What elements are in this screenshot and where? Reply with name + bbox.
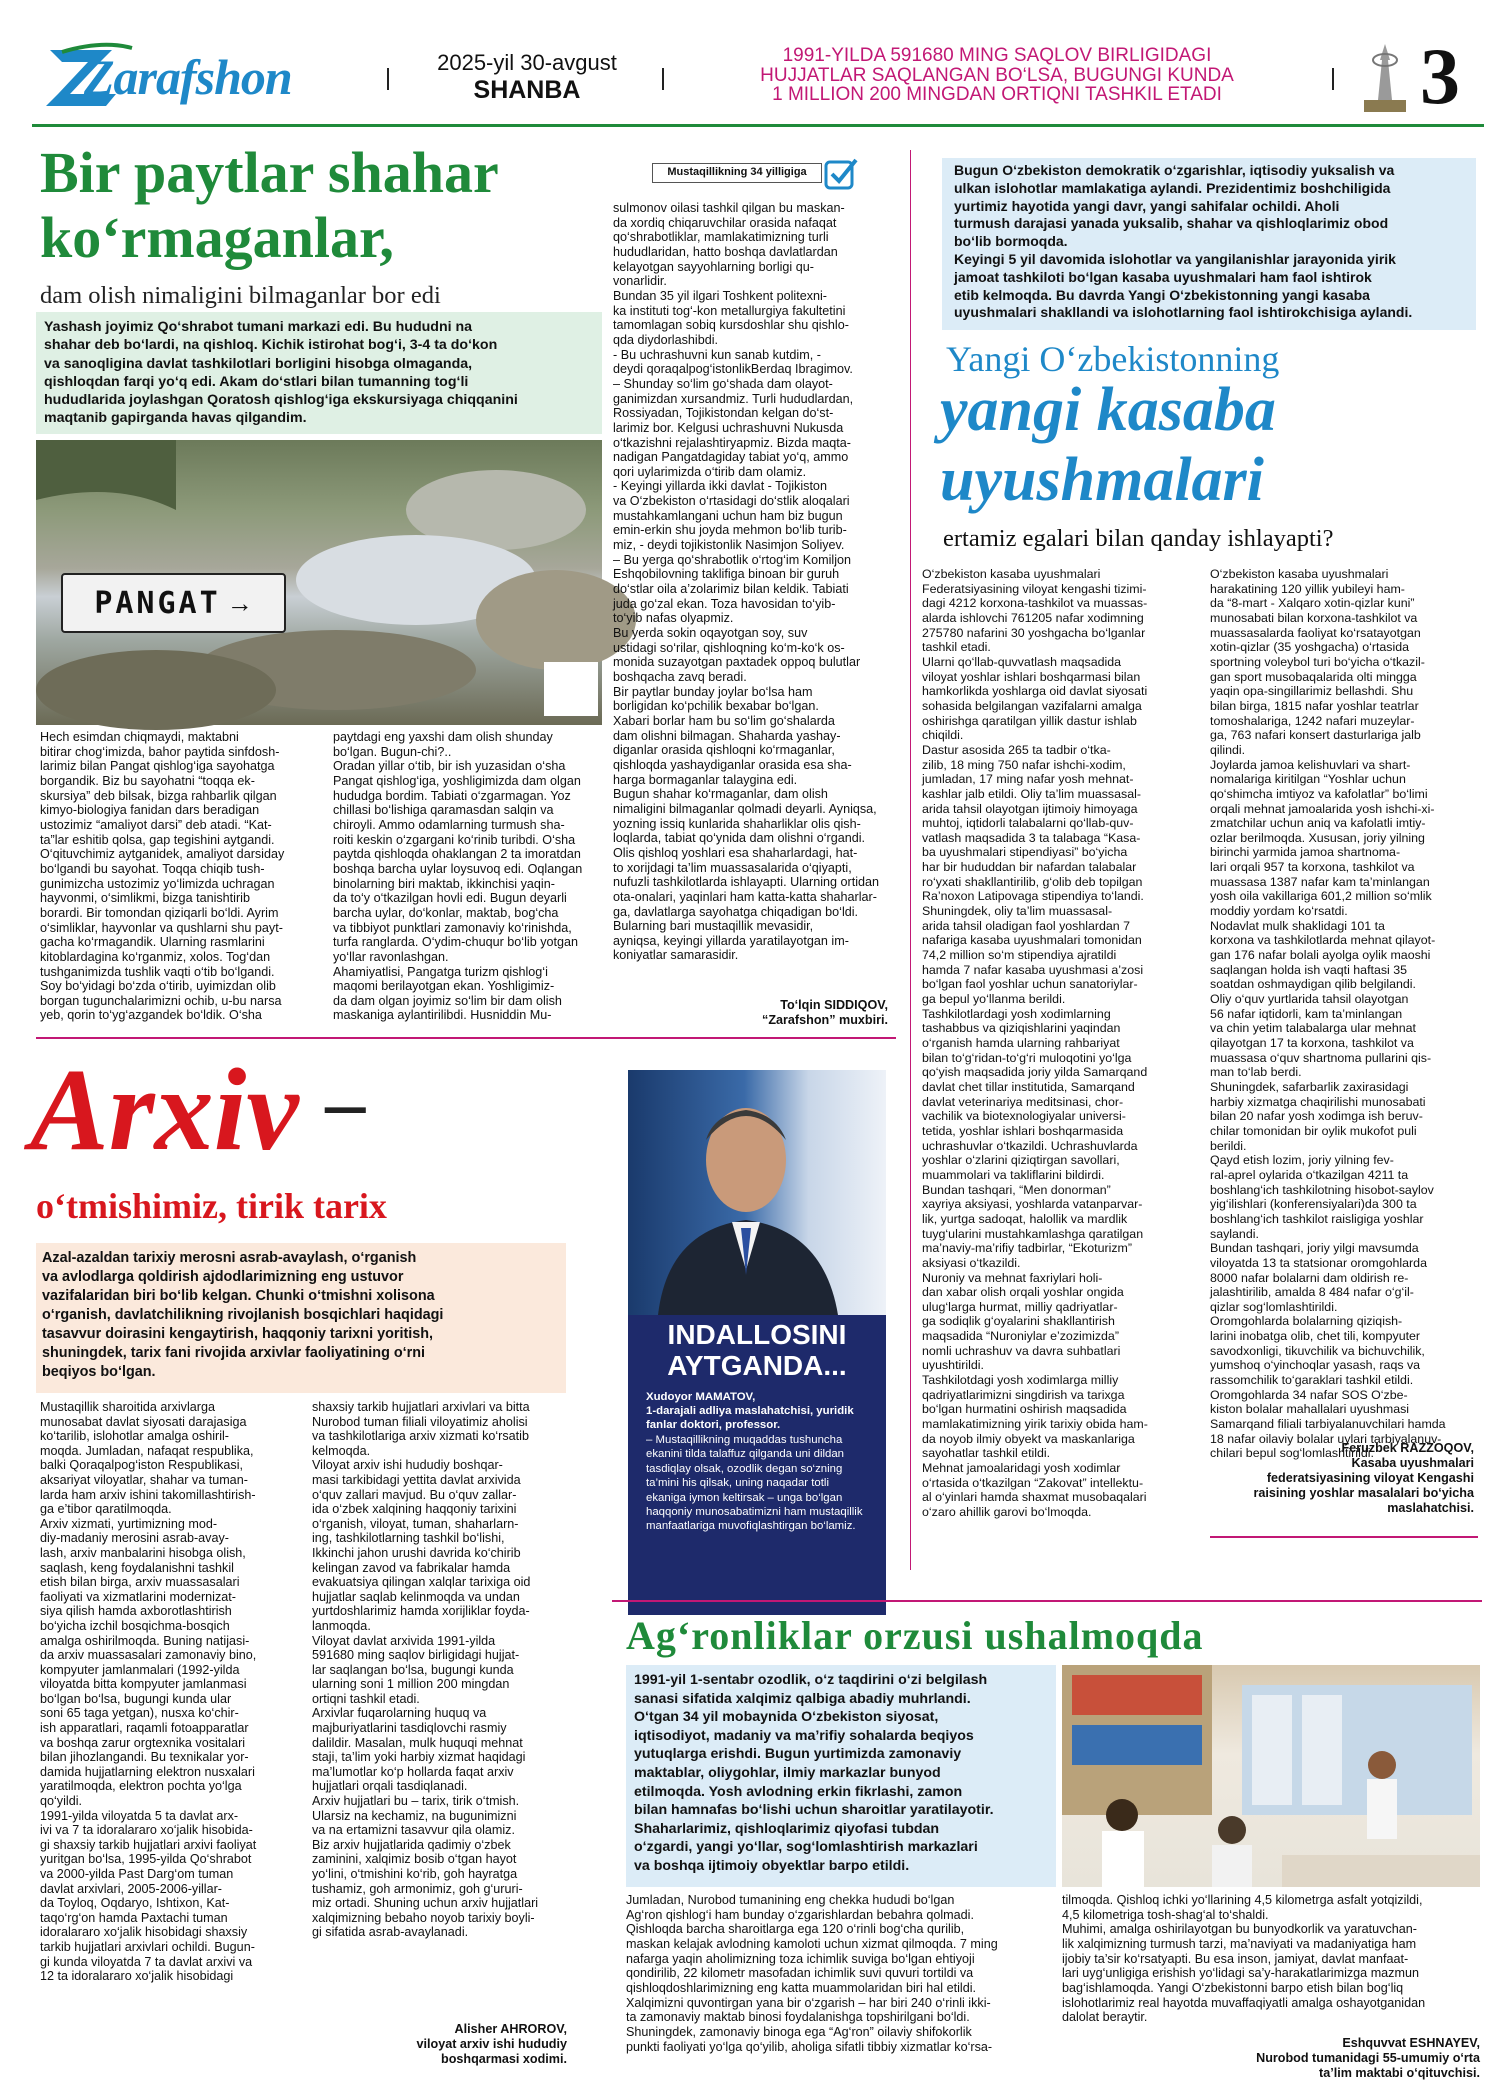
a5-rule: [612, 1600, 1482, 1602]
issue-day: SHANBA: [473, 76, 581, 104]
a1-title: [40, 140, 600, 270]
a1-col2: paytdagi eng yaxshi dam olish shunday bo‘lgan. Bugun-chi?.. Oradan yillar o‘tib, bir ish yuzasidan o‘sha Pangat qishlog‘iga, yoshligimizda dam olgan hududga bordim. Tabiati o‘zgarmagan. Yoz chillasi bo‘lishiga qaramasdan salqin va chiroyli. Ammo odamlarning turmush sha- roiti keskin o‘zgargani ko‘rinib turibdi. O‘sha paytda qishloqda ohaklangan 2 ta imoratdan boshqa barcha uylar loysuvoq edi. Oqlangan binolarning biri maktab, ikkinchisi yaqin- da to‘y o‘tkazilgan hovli edi. Bugun deyarli barcha uylar, do‘konlar, maktab, bog‘cha va tibbiyot punktlari zamonaviy ko‘rinishda, turfa ranglarda. O‘ydim-chuqur bo‘lib yotgan yo‘llar ravonlashgan. Ahamiyatlisi, Pangatga turizm qishlog‘i maqomi berilayotgan ekan. Yoshligimiz- da dam olgan joyimiz so‘lim bir dam olish maskaniga aylantirilibdi. Husniddin Mu-: [333, 730, 583, 1023]
checkmark-icon: [824, 156, 858, 190]
a1-title-line1: Bir paytlar shahar: [40, 140, 499, 205]
a2-author: Feruzbek RAZZOQOV, Kasaba uyushmalari federatsiyasining viloyat Kengashi raisining yoshlar masalalari bo‘yicha maslahatchisi.: [1253, 1441, 1474, 1515]
a5-col2: tilmoqda. Qishloq ichki yo‘llarining 4,5 kilometrga asfalt yotqizildi, 4,5 kilometriga tosh-shag‘al to‘shaldi. Muhimi, amalga oshirilayotgan bu bunyodkorlik va yaratuvchan- lik xalqimizning turmush tarzi, ma’naviyati va madaniyatiga ham ijobiy ta’sir ko‘rsatyapti. Bu esa inson, jamiyat, davlat manfaat- lari uyg‘unligiga erishish yo‘lidagi sa’y-harakatlarimizga mazmun bag‘ishlamoqda. Yangi O‘zbekistonni barpo etish bilan bog‘liq islohotlarimiz real hayotda muvaffaqiyatli amalga oshayotganidan dalolat beraytir.: [1062, 1893, 1426, 2025]
logo: [42, 42, 332, 112]
a1-lead: Yashash joyimiz Qo‘shrabot tumani markazi edi. Bu hududni na shahar deb bo‘lardi, na qishloq. Kichik istirohat bog‘i, 3-4 ta do‘kon va sanoqligina davlat tashkilotlari borligini hisobga olmaganda, qishloqdan farqi yo‘q edi. Akam do‘stlari bilan tumanning tog‘li hududlarida joylashgan Qoratosh qishlog‘iga ekskursiyaga chiqqanini maqtanib gapirganda havas qilgandim.: [36, 312, 602, 434]
page-number: 3: [1420, 33, 1460, 121]
a3-col1: Mustaqillik sharoitida arxivlarga munosabat davlat siyosati darajasiga ko‘tarilib, islohotlar amalga oshiril- moqda. Jumladan, nafaqat respublika, balki Qoraqalpog‘iston Respublikasi, aksariyat viloyatlar, shahar va tuman- larda ham arxiv ishini takomillashtirish- ga e’tibor qaratilmoqda. Arxiv xizmati, yurtimizning mod- diy-madaniy merosini asrab-avay- lash, arxiv manbalarini hisobga olish, saqlash, keng foydalanishni tashkil etish bilan birga, arxiv muassasalari faoliyati va xizmatlarini modernizat- siya qilish hamda axborotlashtirish bo‘yicha izchil bosqichma-bosqich amalga oshirilmoqda. Buning natijasi- da arxiv muassasalari zamonaviy bino, kompyuter jamlanmalari (1992-yilda viloyatda bitta kompyuter jamlanmasi bo‘lgan bo‘lsa, bugungi kunda ular soni 65 taga yetgan), nusxa ko‘chir- ish apparatlari, raqamli fotoapparatlar va boshqa zarur orgtexnika vositalari bilan jihozlangandi. Bu texnikalar yor- damida hujjatlarning elektron nusxalari yaratilmoqda, elektron pochta yo‘lga qo‘yildi. 1991-yilda viloyatda 5 ta davlat arx- ivi va 7 ta idoralararo xo‘jalik hisobida- gi shaxsiy tarkib hujjatlari arxivi faoliyat yuritgan bo‘lsa, 1995-yilda Qo‘shrabot va 2000-yilda Past Darg‘om tuman davlat arxivlari, 2005-2006-yillar- da Toyloq, Oqdaryo, Ishtixon, Kat- taqo‘rg‘on hamda Paxtachi tuman idoralararo xo‘jalik hisobidagi shaxsiy tarkib hujjatlari arxivlari ochildi. Bugun- gi kunda viloyatda 7 ta davlat arxivi va 12 ta idoralararo xo‘jalik hisobidagi: [40, 1400, 257, 1984]
road-sign: [61, 573, 286, 633]
a2-rule: [1210, 1536, 1478, 1538]
qr-code-icon: [544, 662, 598, 716]
a3-title-dash: –: [325, 1059, 366, 1147]
a5-photo: [1062, 1665, 1480, 1887]
a5-lead: 1991-yil 1-sentabr ozodlik, o‘z taqdirini o‘zi belgilash sanasi sifatida xalqimiz qalbiga abadiy muhrlandi. O‘tgan 34 yil mobaynida O‘zbekiston siyosat, iqtisodiyot, madaniy va ma’rifiy sohalarda beqiyos yutuqlarga erishdi. Bugun yurtimizda zamonaviy maktablar, oliygohlar, ilmiy markazlar bunyod etilmoqda. Yosh avlodning erkin fikrlashi, zamon bilan hamnafas bo‘lishi uchun sharoitlar yaratilayotir. Shaharlarimiz, qishloqlarimiz qiyofasi tubdan o‘zgardi, yangi yo‘llar, sog‘lomlashtirish markazlari va boshqa ijtimoiy obyektlar barpo etildi.: [626, 1665, 1056, 1887]
a1-author: To‘lqin SIDDIQOV, “Zarafshon” muxbiri.: [762, 998, 888, 1027]
a5-title: Ag‘ronliklar orzusi ushalmoqda: [626, 1613, 1204, 1658]
a2-col1: O‘zbekiston kasaba uyushmalari Federatsiyasining viloyat kengashi tizimi- dagi 4212 korxona-tashkilot va muassas- alarda ishlovchi 761205 nafar xodimning 275780 nafarini 30 yoshgacha bo‘lganlar tashkil etadi. Ularni qo‘llab-quvvatlash maqsadida viloyat yoshlar ishlari boshqarmasi bilan hamkorlikda yoshlarga oid davlat siyosati sohasida belgilangan vazifalarni amalga oshirishga qaratilgan yillik dastur ishlab chiqildi. Dastur asosida 265 ta tadbir o‘tka- zilib, 18 ming 750 nafar ishchi-xodim, jumladan, 17 ming nafar yosh mehnat- kashlar jalb etildi. Oliy ta’lim muassasal- arida tahsil olayotgan ijtimoiy himoyaga muhtoj, iqtidorli talabalarni qo‘llab-quv- vatlash maqsadida 3 ta talabaga “Kasa- ba uyushmalari stipendiyasi” bo‘yicha har bir hududdan bir nafardan talabalar ro‘yxati shakllantirilib, g‘olib deb topilgan Ra’noxon Latipovaga stipendiya to‘landi. Shuningdek, oliy ta’lim muassasal- arida tahsil oladigan faol yoshlardan 7 nafariga kasaba uyushmalari tomonidan 74,2 million so‘m stipendiya ajratildi hamda 7 nafar kasaba uyushmasi a’zosi bo‘lgan faol yoshlar uchun sanatoriylar- ga bepul yo‘llanma berildi. Tashkilotlardagi yosh xodimlarning tashabbus va qiziqishlarini yaqindan o‘rganish hamda ularning rahbariyat bilan to‘g‘ridan-to‘g‘ri muloqotini yo‘lga qo‘yish maqsadida joriy yilda Samarqand davlat chet tillar institutida, Samarqand davlat veterinariya meditsinasi, chor- vachilik va biotexnologiyalar universi- tetida, yoshlar ishlari boshqarmasida uchrashuvlar o‘tkazildi. Uchrashuvlarda yoshlar o‘zlarini qiziqtirgan savollari, muammolari va takliflarini bildirdi. Bundan tashqari, “Men donorman” xayriya aksiyasi, yoshlarda vatanparvar- lik, yurtga sadoqat, halollik va mardlik tuyg‘ularini mustahkamlashga qaratilgan ma’naviy-ma’rifiy tadbirlar, “Ekoturizm” aksiyasi o‘tkazildi. Nuroniy va mehnat faxriylari holi- dan xabar olish orqali yoshlar ongida ulug‘larga hurmat, milliy qadriyatlar- ga sodiqlik g‘oyalarini shakllantirish maqsadida “Nuroniylar e’zozimizda” nomli uchrashuv va davra suhbatlari uyushtirildi. Tashkilotdagi yosh xodimlarga milliy qadriyatlarimizni singdirish va tarixga bo‘lgan hurmatini oshirish maqsadida mamlakatimizning yirik tarixiy obida ham- da noyob ilmiy obyekt va maskanlariga sayohatlar tashkil etildi. Mehnat jamoalaridagi yosh xodimlar o‘rtasida o‘tkazilgan “Zakovat” intellektu- al o‘yinlari hamda shaxmat musobaqalari o‘zaro ahillik garovi bo‘lmoqda.: [922, 567, 1148, 1519]
divider: [387, 68, 389, 90]
classroom-illustration: [1062, 1665, 1480, 1887]
a1-rule: [36, 1037, 896, 1039]
a1-rubric: [652, 160, 852, 188]
a5-col1: Jumladan, Nurobod tumanining eng chekka hududi bo‘lgan Ag‘ron qishlog‘i ham bunday o‘zgarishlardan bebahra qolmadi. Qishloqda barcha sharoitlarga ega 120 o‘rinli bog‘cha qurilib, maskan kelajak avlodning kamoloti uchun xizmat qilmoqda. 7 ming nafarga yaqin aholimizning toza ichimlik suviga bo‘lgan ehtiyoji qondirilib, 22 kilometr masofadan ichimlik suvi quvuri tortildi va qishloqdoshlarimizning eng katta muammolaridan biri hal etildi. Xalqimizni quvontirgan yana bir o‘zgarish – har biri 240 o‘rinli ikki- ta zamonaviy maktab binosi foydalanishga topshirilgani bo‘ldi. Shuningdek, zamonaviy binoga ega “Ag‘ron” oilaviy shifokorlik punkti faoliyati yo‘lga qo‘yilib, aholiga sifatli tibbiy xizmatlar ko‘rsa-: [626, 1893, 998, 2054]
a2-title-line3: uyushmalari: [940, 446, 1264, 514]
road-sign-text: PANGAT: [94, 585, 221, 621]
issue-date: 2025-yil 30-avgust: [437, 50, 617, 75]
header-rule: [32, 124, 1484, 127]
portrait-illustration: [628, 1070, 886, 1315]
divider: [662, 68, 664, 90]
a2-subtitle: ertamiz egalari bilan qanday ishlayapti?: [943, 525, 1334, 552]
header-banner: 1991-YILDA 591680 MING SAQLOV BIRLIGIDAGI HUJJATLAR SAQLANGAN BO‘LSA, BUGUNGI KUNDA 1 MILLION 200 MINGDAN ORTIQNI TASHKIL ETADI: [760, 45, 1234, 105]
a2-title-line1: Yangi O‘zbekistonning: [946, 339, 1280, 379]
a5-author: Eshquvvat ESHNAYEV, Nurobod tumanidagi 55-umumiy o‘rta ta’lim maktabi o‘qituvchisi.: [1256, 2036, 1480, 2080]
arrow-right-icon: →: [226, 587, 253, 618]
a3-subtitle: o‘tmishimiz, tirik tarix: [36, 1186, 387, 1226]
divider: [1332, 68, 1334, 90]
a3-author: Alisher AHROROV, viloyat arxiv ishi hududiy boshqarmasi xodimi.: [416, 2022, 567, 2066]
a4-quote: – Mustaqillikning muqaddas tushuncha ekanini tilda talaffuz qilganda uni dildan tasdiqlay olsak, ozodlik degan so‘zning ta’mini his qilsak, uning naqadar totli ekaniga iymon keltirsak – unga bo‘lgan haqqoniy munosabatimizni ham mustaqillik manfaatlariga muvofiqlashtirgan bo‘lamiz.: [646, 1434, 863, 1533]
a3-lead: Azal-azaldan tarixiy merosni asrab-avaylash, o‘rganish va avlodlarga qoldirish ajdodlarimizning eng ustuvor vazifalaridan biri bo‘lib kelgan. Chunki o‘tmishni xolisona o‘rganish, davlatchilikning rivojlanish bosqichlari haqidagi tasavvur doirasini kengaytirish, haqqoniy tarixni yoritish, shuningdek, tarix fani rivojida arxivlar faoliyatining o‘rni beqiyos bo‘lgan.: [36, 1243, 566, 1393]
a3-title: [30, 1045, 590, 1185]
column-rule: [910, 150, 911, 1570]
a2-title-line2: yangi kasaba: [940, 376, 1276, 444]
a4-title-line1: INDALLOSINI: [667, 1319, 847, 1350]
a4-title-line2: AYTGANDA...: [667, 1350, 847, 1381]
a2-col2: O‘zbekiston kasaba uyushmalari harakatining 120 yillik yubileyi ham- da “8-mart - Xalqaro xotin-qizlar kuni” munosabati bilan korxona-tashkilot va muassasalarda faoliyat ko‘rsatayotgan xotin-qizlar (35 yoshgacha) o‘rtasida sportning voleybol turi bo‘yicha o‘tkazil- gan sport musobaqalarida olti mingga yaqin opa-singillarimiz bellashdi. Shu bilan birga, 1815 nafar yoshlar teatrlar tomoshalariga, 1242 nafari muzeylar- ga, 763 nafari konsert dasturlariga jalb qilindi. Joylarda jamoa kelishuvlari va shart- nomalariga kiritilgan “Yoshlar uchun qo‘shimcha imtiyoz va kafolatlar” bo‘limi orqali mehnat jamoalarida yosh ishchi-xi- zmatchilar uchun aniq va kafolatli imtiy- ozlar berilmoqda. Xususan, joriy yilning birinchi yarmida jamoa shartnoma- lari orqali 957 ta korxona, tashkilot va muassasa 1387 nafar kam ta’minlangan yosh oila vakillariga 601,2 million so‘mlik moddiy yordam ko‘rsatdi. Nodavlat mulk shaklidagi 101 ta korxona va tashkilotlarda mehnat qilayot- gan 176 nafar bolali ayolga oylik maoshi saqlangan holda ish vaqti haftasi 35 soatdan oshmaydigan qilib belgilandi. Oliy o‘quv yurtlarida tahsil olayotgan 56 nafar iqtidorli, kam ta’minlangan va chin yetim talabalarga ular mehnat qilayotgan 17 ta korxona, tashkilot va muassasa o‘quv shartnoma pullarini qis- man to‘lab berdi. Shuningdek, safarbarlik zaxirasidagi harbiy xizmatga chaqirilishi munosabati bilan 20 nafar yosh xodimga ish beruv- chilar tomonidan bir oylik mukofot puli berildi. Qayd etish lozim, joriy yilning fev- ral-aprel oylarida o‘tkazilgan 4211 ta boshlang‘ich tashkilotning hisobot-saylov yig‘ilishlari (konferensiyalari)da 300 ta boshlang‘ich tashkilot raisligiga yoshlar saylandi. Bundan tashqari, joriy yilgi mavsumda viloyatda 13 ta statsionar oromgohlarda 8000 nafar bolalarni dam oldirish re- jalashtirilib, amalda 8 484 nafar o‘g‘il- qizlar sog‘lomlashtirildi. Oromgohlarda bolalarning qiziqish- larini inobatga olib, chet tili, kompyuter savodxonligi, tikuvchilik va bichuvchilik, yumshoq o‘yinchoqlar yasash, raqs va rassomchilik to‘garaklari tashkil etildi. Oromgohlarda 34 nafar SOS O‘zbe- kiston bolalar mahallalari uyushmasi Samarqand filiali tarbiyalanuvchilari hamda 18 nafar oilaviy bolalar uylari tarbiyalanuv- chilari bepul sog‘lomlashtirildi.: [1210, 567, 1446, 1461]
a1-subtitle: dam olish nimaligini bilmaganlar bor edi: [40, 282, 441, 309]
rubric-label: Mustaqillikning 34 yilligiga: [652, 163, 822, 183]
a4-name: Xudoyor MAMATOV, 1-darajali adliya maslahatchisi, yuridik fanlar doktori, professor.: [646, 1391, 854, 1431]
logo-text: Zarafshon: [84, 49, 292, 105]
a1-col1: Hech esimdan chiqmaydi, maktabni bitirar chog‘imizda, bahor paytida sinfdosh- larimiz bilan Pangat qishlog‘iga sayohatga borgandik. Biz bu sayohatni “toqqa ek- skursiya” deb bilsak, bizga rahbarlik qilgan kimyo-biologiya fanidan dars beradigan ustozimiz “amaliyot darsi” deb atadi. “Kat- ta”lar eshitib qolsa, gap tegishini aytgandi. O‘qituvchimiz aytganidek, amaliyot darsiday bo‘lgandi bu sayohat. Toqqa chiqib tush- gunimizcha ustozimiz yo‘limizda uchragan hayvonmi, o‘simlikmi, bizga tanishtirib borardi. Bir tomondan qiziqarli bo‘ldi. Ayrim o‘simliklar, hayvonlar va qushlarni shu payt- gacha ko‘rmagandik. Ularning rasmlarini kitoblardagina ko‘rganmiz, xolos. Tog‘dan tushganimizda tushlik vaqti o‘tib bo‘lgandi. Soy bo‘yidagi bo‘zda o‘tirib, uyimizdan olib borgan tugunchalarimizni ochib, u-bu narsa yeb, qorin to‘yg‘azgandek bo‘ldik. O‘sha: [40, 730, 285, 1023]
a3-title-word: Arxiv: [30, 1044, 299, 1175]
a3-col2: shaxsiy tarkib hujjatlari arxivlari va bitta Nurobod tuman filiali viloyatimiz aholisi va tashkilotlariga arxiv xizmati ko‘rsatib kelmoqda. Viloyat arxiv ishi hududiy boshqar- masi tarkibidagi yettita davlat arxivida o‘quv zallari mavjud. Bu o‘quv zallar- ida o‘zbek xalqining haqqoniy tarixini o‘rganish, viloyat, tuman, shaharlarn- ing, tashkilotlarning tashkil bo‘lishi, Ikkinchi jahon urushi davrida ko‘chirib kelingan zavod va fabrikalar hamda evakuatsiya qilingan xalqlar tarixiga oid hujjatlar saqlab kelinmoqda va undan yurtdoshlarimiz hamda xorijliklar foyda- lanmoqda. Viloyat davlat arxivida 1991-yilda 591680 ming saqlov birligidagi hujjat- lar saqlangan bo‘lsa, bugungi kunda ularning soni 1 million 200 mingdan ortiqni tashkil etadi. Arxivlar fuqarolarning huquq va majburiyatlarini tasdiqlovchi rasmiy dalildir. Masalan, mulk huquqi mehnat staji, ta’lim yoki harbiy xizmat haqidagi ma’lumotlar ko‘p hollarda faqat arxiv hujjatlari orqali tasdiqlanadi. Arxiv hujjatlari bu – tarix, tirik o‘tmish. Ularsiz na kechamiz, na bugunimizni va na ertamizni tasavvur qila olamiz. Biz arxiv hujjatlarida qadimiy o‘zbek zaminini, xalqimiz bosib o‘tgan hayot yo‘lini, o‘tmishini ko‘rib, goh hayratga tushamiz, goh armonimiz, goh g‘ururi- miz ortadi. Shuning uchun arxiv hujjatlari xalqimizning bebaho noyob tarixiy boyli- gi sifatida asrab-avaylanadi.: [312, 1400, 539, 1940]
a1-col3: sulmonov oilasi tashkil qilgan bu maskan- da xordiq chiqaruvchilar orasida nafaqat qo‘shrabotliklar, mamlakatimizning turli hududlaridan, hatto boshqa davlatlardan kelayotgan sayyohlarning borligi qu- vonarlidir. Bundan 35 yil ilgari Toshkent politexni- ka instituti tog‘-kon metallurgiya fakultetini tamomlagan sobiq kursdoshlar shu qishlo- qda diydorlashibdi. - Bu uchrashuvni kun sanab kutdim, - deydi qoraqalpog‘istonlikBerdaq Ibragimov. – Shunday so‘lim go‘shada dam olayot- ganimizdan xursandmiz. Turli hududlardan, Rossiyadan, Tojikistondan kelgan do‘st- larimiz bor. Kelgusi uchrashuvni Nukusda o‘tkazishni rejalashtiryapmiz. Bizda maqta- nadigan Pangatdagiday tabiat yo‘q, ammo qori uylarimizda o‘tirib dam olamiz. - Keyingi yillarda ikki davlat - Tojikiston va O‘zbekiston o‘rtasidagi do‘stlik aloqalari mustahkamlangani uchun ham biz bugun emin-erkin shu joyda mehmon bo‘lib turib- miz, - deydi tojikistonlik Nasimjon Soliyev. – Bu yerga qo‘shrabotlik o‘rtog‘im Komiljon Eshqobilovning taklifiga binoan bir guruh do‘stlar oila a’zolarimiz bilan keldik. Tabiati juda go‘zal ekan. Toza havosidan to‘yib- to‘yib nafas olyapmiz. Bu yerda sokin oqayotgan soy, suv ustidagi so‘rilar, qishloqning ko‘m-ko‘k os- monida suzayotgan paxtadek oppoq bulutlar boshqacha zavq beradi. Bir paytlar bunday joylar bo‘lsa ham borligidan ko‘pchilik bexabar bo‘lgan. Xabari borlar ham bu so‘lim go‘shalarda dam olishni bilmagan. Shaharda yashay- diganlar orasida qishloqni ko‘rmaganlar, qishloqda yashaydiganlar orasida esa sha- harga bormaganlar talaygina edi. Bugun shahar ko‘rmaganlar, dam olish nimaligini bilmaganlar qolmadi deyarli. Ayniqsa, yozning issiq kunlarida shaharliklar olis qish- loqlarda, tabiat qo‘ynida dam olishni o‘rgandi. Olis qishloq yoshlari esa shaharlardagi, hat- to xorijdagi ta’lim muassasalarida o‘qiyapti, nufuzli tashkilotlarda ishlayapti. Ularning ortidan ota-onalari, yaqinlari ham katta-katta shaharlar- ga, davlatlarga sayohatga chiqadigan bo‘ldi. Bularning bari mustaqillik mevasidir, ayniqsa, keyingi yillarda yaratilayotgan im- koniyatlar samarasidir.: [613, 201, 880, 963]
monument-icon: [1350, 40, 1420, 120]
a2-lead: Bugun O‘zbekiston demokratik o‘zgarishlar, iqtisodiy yuksalish va ulkan islohotlar mamlakatiga aylandi. Prezidentimiz boshchiligida yurtimiz hayotida yangi davr, yangi sahifalar ochildi. Aholi turmush darajasi yanada yuksalib, shahar va qishloqlarimiz obod bo‘lib bormoqda. Keyingi 5 yil davomida islohotlar va yangilanishlar jarayonida yirik jamoat tashkiloti bo‘lgan kasaba uyushmalari ham faol ishtirok etib kelmoqda. Bu davrda Yangi O‘zbekistonning yangi kasaba uyushmalari shakllandi va islohotlarning faol ishtirokchisiga aylandi.: [942, 158, 1476, 330]
a1-photo: [36, 440, 602, 725]
a4-portrait: [628, 1070, 886, 1315]
a1-title-line2: ko‘rmaganlar,: [40, 205, 394, 270]
masthead: [32, 33, 1482, 121]
a4-title: [628, 1315, 886, 1381]
